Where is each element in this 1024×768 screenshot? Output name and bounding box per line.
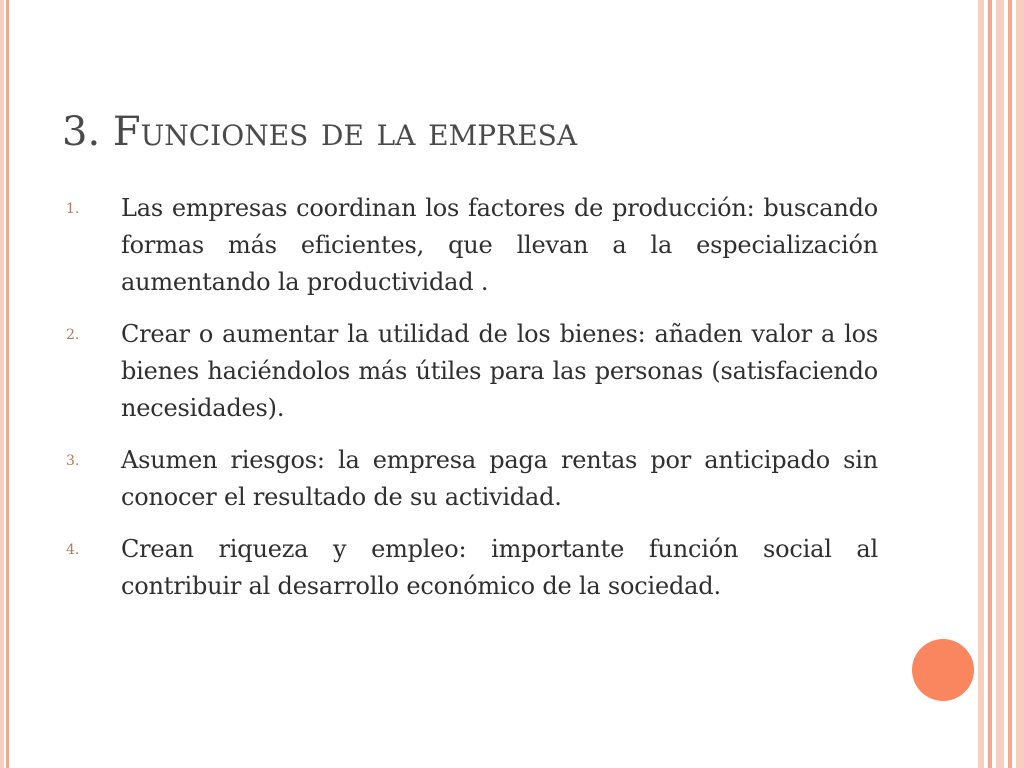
left-stripe-inner	[6, 0, 9, 768]
item-text: Asumen riesgos: la empresa paga rentas por anticipado sin conocer el resultado de su actividad.	[121, 446, 878, 511]
list-item	[62, 316, 878, 427]
item-number: 4.	[66, 542, 80, 558]
title-number: 3.	[62, 109, 113, 155]
slide-title	[62, 104, 942, 160]
orange-circle-decoration	[912, 639, 974, 701]
right-stripe-4	[1008, 0, 1012, 768]
list-item	[62, 531, 878, 605]
right-stripe-2	[988, 0, 992, 768]
item-number: 3.	[66, 453, 80, 469]
right-stripe-5	[1016, 0, 1024, 768]
right-stripe-3	[996, 0, 1004, 768]
item-number: 2.	[66, 327, 80, 343]
item-text: Crear o aumentar la utilidad de los bienes: añaden valor a los bienes haciéndolos más útiles para las personas (satisfaciendo necesidades).	[121, 320, 878, 422]
list-item	[62, 190, 878, 301]
left-border-decoration	[0, 0, 14, 768]
left-stripe-outer	[0, 0, 4, 768]
title-first-letter: F	[112, 109, 141, 155]
title-rest: unciones de la empresa	[140, 109, 578, 155]
right-stripe-1	[978, 0, 984, 768]
right-border-decoration	[978, 0, 1024, 768]
functions-list	[62, 190, 878, 620]
item-text: Las empresas coordinan los factores de producción: buscando formas más eficientes, que llevan a la especialización aumentando la productividad .	[121, 194, 878, 296]
list-item	[62, 442, 878, 516]
item-number: 1.	[66, 201, 80, 217]
item-text: Crean riqueza y empleo: importante función social al contribuir al desarrollo económico de la sociedad.	[121, 535, 878, 600]
